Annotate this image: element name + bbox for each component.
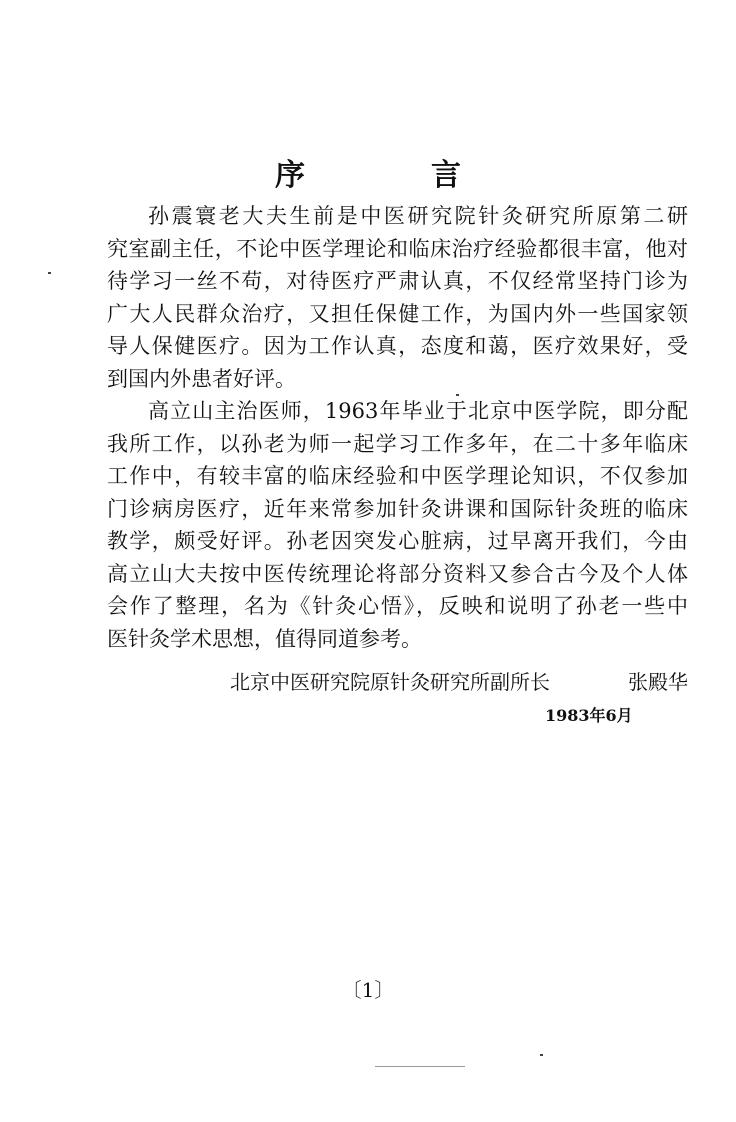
text-line: 到国内外患者好评。 [107,367,296,391]
text-line: 高立山主治医师，1963年毕业于北京中医学院，即分配 [148,399,688,423]
text-line: 孙震寰老大夫生前是中医研究院针灸研究所原第二研 [148,204,688,228]
page-title: 序 言 [275,158,509,193]
text-line: 广大人民群众治疗，又担任保健工作，为国内外一些国家领 [107,302,688,326]
text-line: 教学，颇受好评。孙老因突发心脏病，过早离开我们，今由 [107,529,688,553]
signature-affiliation: 北京中医研究院原针灸研究所副所长 [230,670,550,694]
page-number: 〔1〕 [341,978,395,1002]
text-line: 导人保健医疗。因为工作认真，态度和蔼，医疗效果好，受 [107,334,688,358]
signature [230,666,688,695]
text-line: 究室副主任，不论中医学理论和临床治疗经验都很丰富，他对 [107,237,688,261]
text-line: 会作了整理，名为《针灸心悟》，反映和说明了孙老一些中 [107,594,688,618]
scan-speck [48,272,51,274]
text-line: 医针灸学术思想，值得同道参考。 [107,627,422,651]
scan-speck [456,394,459,396]
scan-artifact [375,1066,465,1067]
text-line: 高立山大夫按中医传统理论将部分资料又参合古今及个人体 [107,562,688,586]
text-line: 门诊病房医疗，近年来常参加针灸讲课和国际针灸班的临床 [107,497,688,521]
scan-speck [540,1054,543,1056]
text-line: 待学习一丝不苟，对待医疗严肃认真，不仅经常坚持门诊为 [107,269,688,293]
date: 1983年6月 [545,706,633,725]
text-line: 工作中，有较丰富的临床经验和中医学理论知识，不仅参加 [107,464,688,488]
signature-name: 张殿华 [628,670,688,694]
text-line: 我所工作，以孙老为师一起学习工作多年，在二十多年临床 [107,432,688,456]
